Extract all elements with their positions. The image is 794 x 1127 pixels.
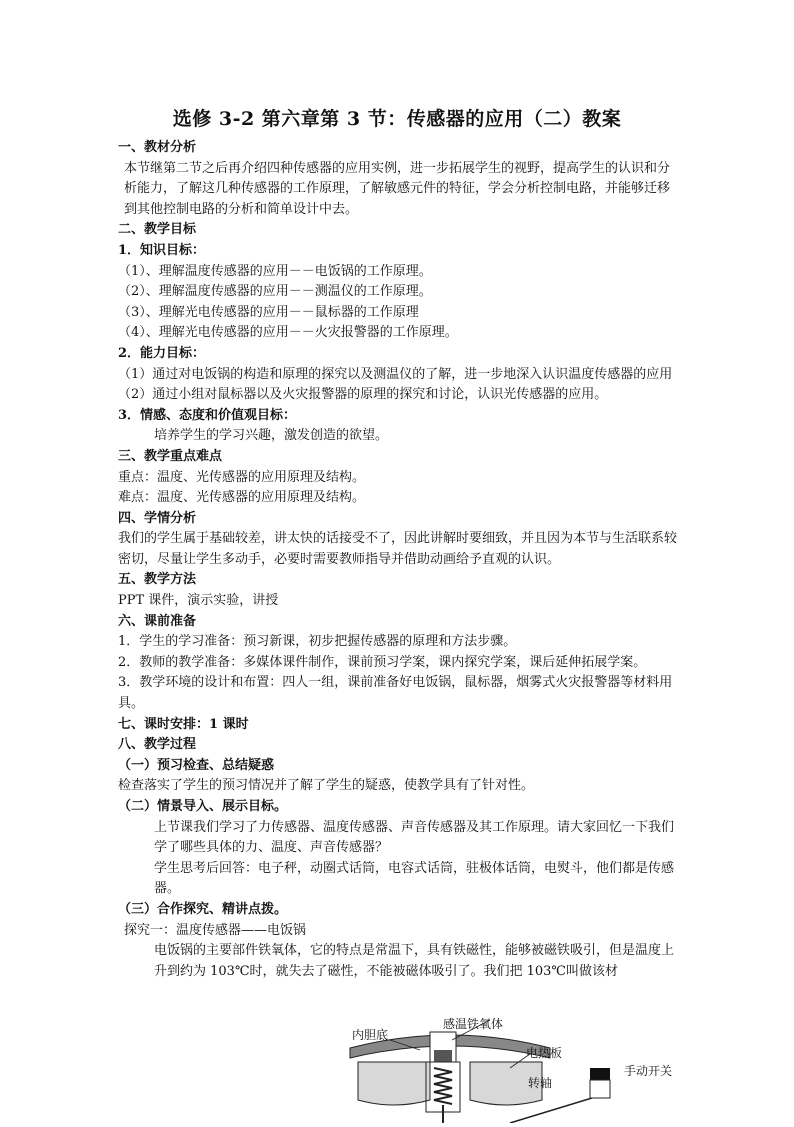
- text-line: 培养学生的学习兴趣，激发创造的欲望。: [154, 428, 389, 444]
- text-line: （三）合作探究、精讲点拨。: [118, 901, 288, 917]
- text-line: 检查落实了学生的预习情况并了解了学生的疑惑，使教学具有了针对性。: [118, 778, 535, 794]
- text-line: 学生思考后回答：电子秤，动圈式话筒，电容式话筒，驻极体话筒，电熨斗，他们都是传感器。: [154, 860, 675, 897]
- text-line: 3．教学环境的设计和布置：四人一组，课前准备好电饭锅，鼠标器，烟雾式火灾报警器等材料用具。: [118, 675, 673, 712]
- label-heater: 电热板: [526, 1046, 563, 1060]
- text-line: （1）、理解温度传感器的应用－－电饭锅的工作原理。: [118, 263, 432, 279]
- text-line: 我们的学生属于基础较差，讲太快的话接受不了，因此讲解时要细致，并且因为本节与生活联系较密切，尽量让学生多动手，必要时需要教师指导并借助动画给予直观的认识。: [118, 531, 678, 567]
- text-line: PPT 课件，演示实验，讲授: [118, 593, 279, 609]
- document-body: [118, 138, 678, 982]
- text-line: （二）情景导入、展示目标。: [118, 799, 288, 814]
- page-title: 选修 3-2 第六章第 3 节：传感器的应用（二）教案: [172, 108, 622, 130]
- text-line: （4）、理解光电传感器的应用－－火灾报警器的工作原理。: [118, 325, 458, 341]
- text-line: （一）预习检查、总结疑惑: [118, 757, 275, 773]
- text-line: 重点：温度、光传感器的应用原理及结构。: [118, 469, 366, 485]
- text-line: （2）、理解温度传感器的应用－－测温仪的工作原理。: [118, 284, 432, 300]
- label-inner-bottom: 内胆底: [352, 1028, 389, 1042]
- text-line: （2）通过小组对鼠标器以及火灾报警器的原理的探究和讨论，认识光传感器的应用。: [118, 387, 608, 403]
- label-axle: 转轴: [528, 1076, 553, 1090]
- text-line: 2．教师的教学准备：多媒体课件制作，课前预习学案，课内探究学案，课后延伸拓展学案。: [118, 654, 647, 670]
- text-line: 二、教学目标: [118, 222, 197, 238]
- label-manual-switch: 手动开关: [624, 1064, 673, 1078]
- text-line: 三、教学重点难点: [118, 448, 223, 464]
- text-line: 电饭锅的主要部件铁氧体，它的特点是常温下，具有铁磁性，能够被磁铁吸引，但是温度上升到约为 103℃时，就失去了磁性，不能被磁体吸引了。我们把 103℃叫做该材: [154, 943, 675, 979]
- text-line: （3）、理解光电传感器的应用－－鼠标器的工作原理: [118, 304, 419, 320]
- text-line: 六、课前准备: [118, 613, 197, 629]
- rice-cooker-diagram: [330, 1010, 710, 1123]
- text-line: 四、学情分析: [118, 510, 197, 526]
- text-line: 七、课时安排：1 课时: [118, 716, 249, 732]
- label-ferrite: 感温铁氧体: [443, 1017, 504, 1031]
- text-line: 探究一：温度传感器——电饭锅: [124, 922, 307, 938]
- text-line: 难点：温度、光传感器的应用原理及结构。: [118, 490, 366, 506]
- text-line: 本节继第二节之后再介绍四种传感器的应用实例，进一步拓展学生的视野，提高学生的认识和分析能力，了解这几种传感器的工作原理，了解敏感元件的特征，学会分析控制电路，并能够迁移到其他控制电路的分析和简单设计中去。: [124, 160, 671, 217]
- text-line: （1）通过对电饭锅的构造和原理的探究以及测温仪的了解，进一步地深入认识温度传感器的应用: [118, 366, 673, 382]
- text-line: 五、教学方法: [118, 572, 197, 588]
- text-line: 2．能力目标：: [118, 345, 206, 361]
- text-line: 3．情感、态度和价值观目标：: [118, 407, 297, 423]
- text-line: 1．知识目标：: [118, 242, 206, 258]
- text-line: 八、教学过程: [118, 737, 197, 753]
- text-line: 上节课我们学习了力传感器、温度传感器、声音传感器及其工作原理。请大家回忆一下我们学了哪些具体的力、温度、声音传感器？: [154, 819, 675, 856]
- text-line: 一、教材分析: [118, 140, 197, 155]
- text-line: 1．学生的学习准备：预习新课，初步把握传感器的原理和方法步骤。: [118, 634, 517, 650]
